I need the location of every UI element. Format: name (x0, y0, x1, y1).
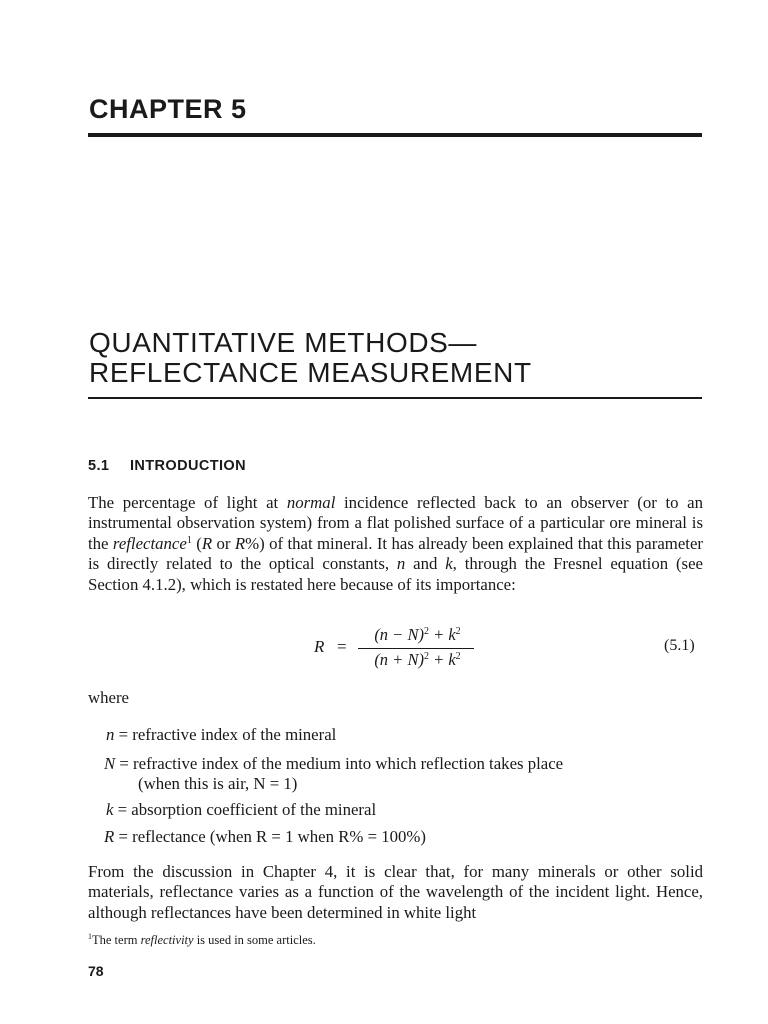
numerator-term: + k (428, 625, 456, 644)
definition-text: = refractive index of the medium into which reflection takes place (115, 754, 564, 773)
equation-equals: = (337, 637, 347, 656)
chapter-title-line-2: REFLECTANCE MEASUREMENT (89, 357, 532, 388)
definition-text: = absorption coefficient of the mineral (113, 800, 377, 819)
exponent: 2 (423, 651, 429, 662)
definition-R (104, 827, 426, 847)
exponent: 2 (455, 626, 461, 637)
chapter-rule (88, 133, 702, 137)
section-title: INTRODUCTION (130, 458, 246, 474)
definition-symbol: k (106, 800, 114, 819)
numerator-term: (n − N) (374, 625, 424, 644)
footnote-text: is used in some articles. (193, 933, 316, 947)
para-text: The percentage of light at (88, 493, 287, 512)
footnote-mark: 1 (88, 932, 92, 941)
fraction-bar (358, 648, 474, 649)
definition-continuation: (when this is air, N = 1) (138, 774, 298, 793)
title-rule (88, 397, 702, 399)
para-emphasis: reflectance (112, 533, 187, 553)
definition-text: = refractive index of the mineral (114, 725, 337, 744)
para-text: and (405, 554, 446, 574)
exponent: 2 (455, 651, 461, 662)
para-symbol: R (234, 533, 246, 553)
definition-text: = reflectance (when R = 1 when R% = 100%) (114, 827, 426, 846)
para-text: ( (191, 533, 202, 553)
definition-n (106, 725, 336, 745)
para-symbol: R (201, 533, 213, 553)
equation-numerator (360, 625, 475, 645)
section-number: 5.1 (88, 458, 110, 474)
definition-k (106, 800, 376, 820)
discussion-paragraph: From the discussion in Chapter 4, it is clear that, for many minerals or other solid materials, reflectance varies as a function of the wavelength of the incident light. Hence, although reflectances have been determined in white light (88, 862, 703, 922)
para-text: , through the Fresnel equation (see Section 4.1.2), which is restated here because of its importance: (88, 554, 703, 594)
where-label: where (88, 688, 129, 707)
denominator-term: (n + N) (374, 650, 424, 669)
chapter-title-line-1: QUANTITATIVE METHODS— (89, 327, 478, 358)
equation-lhs: R (314, 637, 325, 656)
para-emphasis: normal (286, 493, 336, 512)
definition-N (104, 754, 563, 794)
equation-number: (5.1) (664, 637, 695, 654)
footnote-reference: 1 (186, 534, 192, 546)
para-text: or (212, 533, 235, 553)
para-text: %) of that mineral. It has already been explained that this parameter is directly related to the optical constants, (88, 533, 703, 574)
chapter-label: CHAPTER 5 (89, 94, 247, 124)
definition-symbol: n (106, 725, 115, 744)
para-symbol: n (396, 554, 406, 574)
intro-paragraph (88, 493, 703, 595)
equation-denominator (360, 650, 475, 670)
fresnel-equation (0, 625, 768, 674)
para-text: incidence reflected back to an observer (or to an instrumental observation system) from a flat polished surface of a particular ore mineral is the (88, 493, 703, 553)
section-heading (88, 458, 246, 474)
footnote (88, 932, 316, 948)
definition-symbol: N (104, 754, 116, 773)
footnote-term: reflectivity (140, 933, 194, 947)
denominator-term: + k (428, 650, 456, 669)
chapter-title (89, 328, 532, 388)
footnote-text: The term (92, 933, 141, 947)
definition-symbol: R (104, 827, 115, 846)
page-number: 78 (88, 963, 104, 979)
exponent: 2 (423, 626, 429, 637)
para-symbol: k (445, 554, 453, 574)
